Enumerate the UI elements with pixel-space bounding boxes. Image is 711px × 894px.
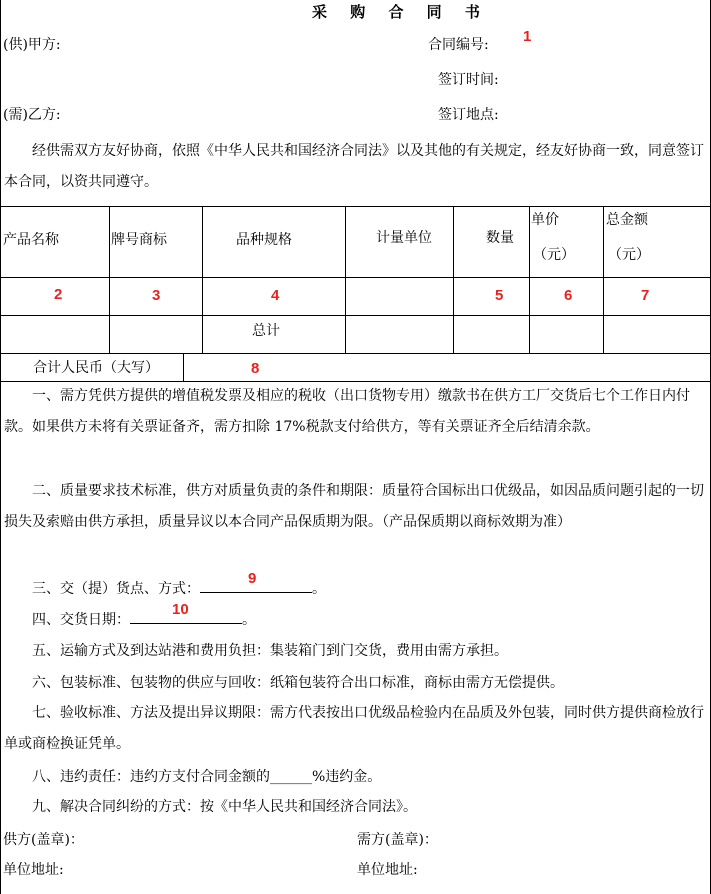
subtotal-label: 总计 xyxy=(252,323,280,339)
header-qty: 数量 xyxy=(486,230,514,246)
party-b-label: (需)乙方: xyxy=(3,107,61,123)
party-a-label: (供)甲方: xyxy=(3,37,61,53)
header-spec: 品种规格 xyxy=(236,232,292,248)
clause-3-label: 三、交（提）货点、方式： xyxy=(32,581,200,597)
contract-no-label: 合同编号: xyxy=(428,37,489,53)
clause-6: 六、包装标准、包装物的供应与回收：纸箱包装符合出口标准，商标由需方无偿提供。 xyxy=(32,675,564,691)
marker-4: 4 xyxy=(271,287,280,304)
clause-8 xyxy=(32,766,381,786)
marker-8: 8 xyxy=(251,360,260,377)
col-sep-2 xyxy=(202,206,203,353)
rmb-label: 合计人民币（大写） xyxy=(33,360,159,376)
header-product: 产品名称 xyxy=(3,232,59,248)
col-sep-6 xyxy=(603,206,604,353)
header-brand: 牌号商标 xyxy=(111,232,167,248)
delivery-place-blank[interactable] xyxy=(200,570,312,593)
col-sep-4 xyxy=(453,206,454,353)
supplier-seal-label: 供方(盖章)： xyxy=(3,832,84,848)
marker-9: 9 xyxy=(248,570,257,587)
clause-1: 一、需方凭供方提供的增值税发票及相应的税收（出口货物专用）缴款书在供方工厂交货后七个工作日内付款。如果供方未将有关票证备齐，需方扣除 17%税款支付给供方，等有关票证齐全后结清余款。 xyxy=(4,388,690,435)
intro-paragraph: 经供需双方友好协商，依照《中华人民共和国经济合同法》以及其他的有关规定，经友好协商一致，同意签订本合同，以资共同遵守。 xyxy=(4,143,704,190)
header-total: 总金额 xyxy=(606,212,648,228)
clause-3-end: 。 xyxy=(312,581,326,597)
clause-8-text-b: %违约金。 xyxy=(312,769,382,785)
rmb-sep xyxy=(183,353,184,381)
table-line-3 xyxy=(0,315,711,316)
clause-2: 二、质量要求技术标准，供方对质量负责的条件和期限：质量符合国标出口优级品，如因品质问题引起的一切损失及索赔由供方承担，质量异议以本合同产品保质期为限。（产品保质期以商标效期为准） xyxy=(4,483,704,530)
marker-6: 6 xyxy=(564,287,573,304)
marker-7: 7 xyxy=(641,287,650,304)
clause-4-label: 四、交货日期： xyxy=(32,612,130,628)
clause-8-text-a: 八、违约责任：违约方支付合同金额的 xyxy=(32,769,270,785)
penalty-percent-blank[interactable]: ______ xyxy=(270,769,312,785)
sign-date-label: 签订时间: xyxy=(438,72,499,88)
page-title: 采 购 合 同 书 xyxy=(312,3,489,21)
clause-7: 七、验收标准、方法及提出异议期限：需方代表按出口优级品检验内在品质及外包装，同时供方提供商检放行单或商检换证凭单。 xyxy=(4,705,704,752)
table-line-2 xyxy=(0,277,711,278)
header-total-unit: （元） xyxy=(608,247,650,263)
buyer-seal-label: 需方(盖章)： xyxy=(357,832,438,848)
buyer-address-label: 单位地址: xyxy=(357,862,418,878)
header-price-unit: （元） xyxy=(533,247,575,263)
col-sep-3 xyxy=(345,206,346,353)
header-price: 单价 xyxy=(531,212,559,228)
header-unit: 计量单位 xyxy=(376,230,432,246)
clause-4-end: 。 xyxy=(242,612,256,628)
table-top-line xyxy=(0,206,711,207)
marker-1: 1 xyxy=(523,28,532,45)
marker-3: 3 xyxy=(152,287,161,304)
marker-10: 10 xyxy=(172,601,189,618)
col-sep-1 xyxy=(109,206,110,353)
clause-9: 九、解决合同纠纷的方式：按《中华人民共和国经济合同法》。 xyxy=(32,799,417,815)
col-sep-5 xyxy=(529,206,530,353)
clause-5: 五、运输方式及到达站港和费用负担：集装箱门到门交货，费用由需方承担。 xyxy=(32,643,508,659)
sign-place-label: 签订地点: xyxy=(438,107,499,123)
marker-2: 2 xyxy=(54,286,63,303)
supplier-address-label: 单位地址: xyxy=(3,862,64,878)
delivery-date-blank[interactable] xyxy=(130,601,242,624)
marker-5: 5 xyxy=(495,287,504,304)
table-line-4 xyxy=(0,353,711,354)
left-border xyxy=(0,0,1,894)
clause-4 xyxy=(32,601,256,629)
clause-3 xyxy=(32,570,326,598)
